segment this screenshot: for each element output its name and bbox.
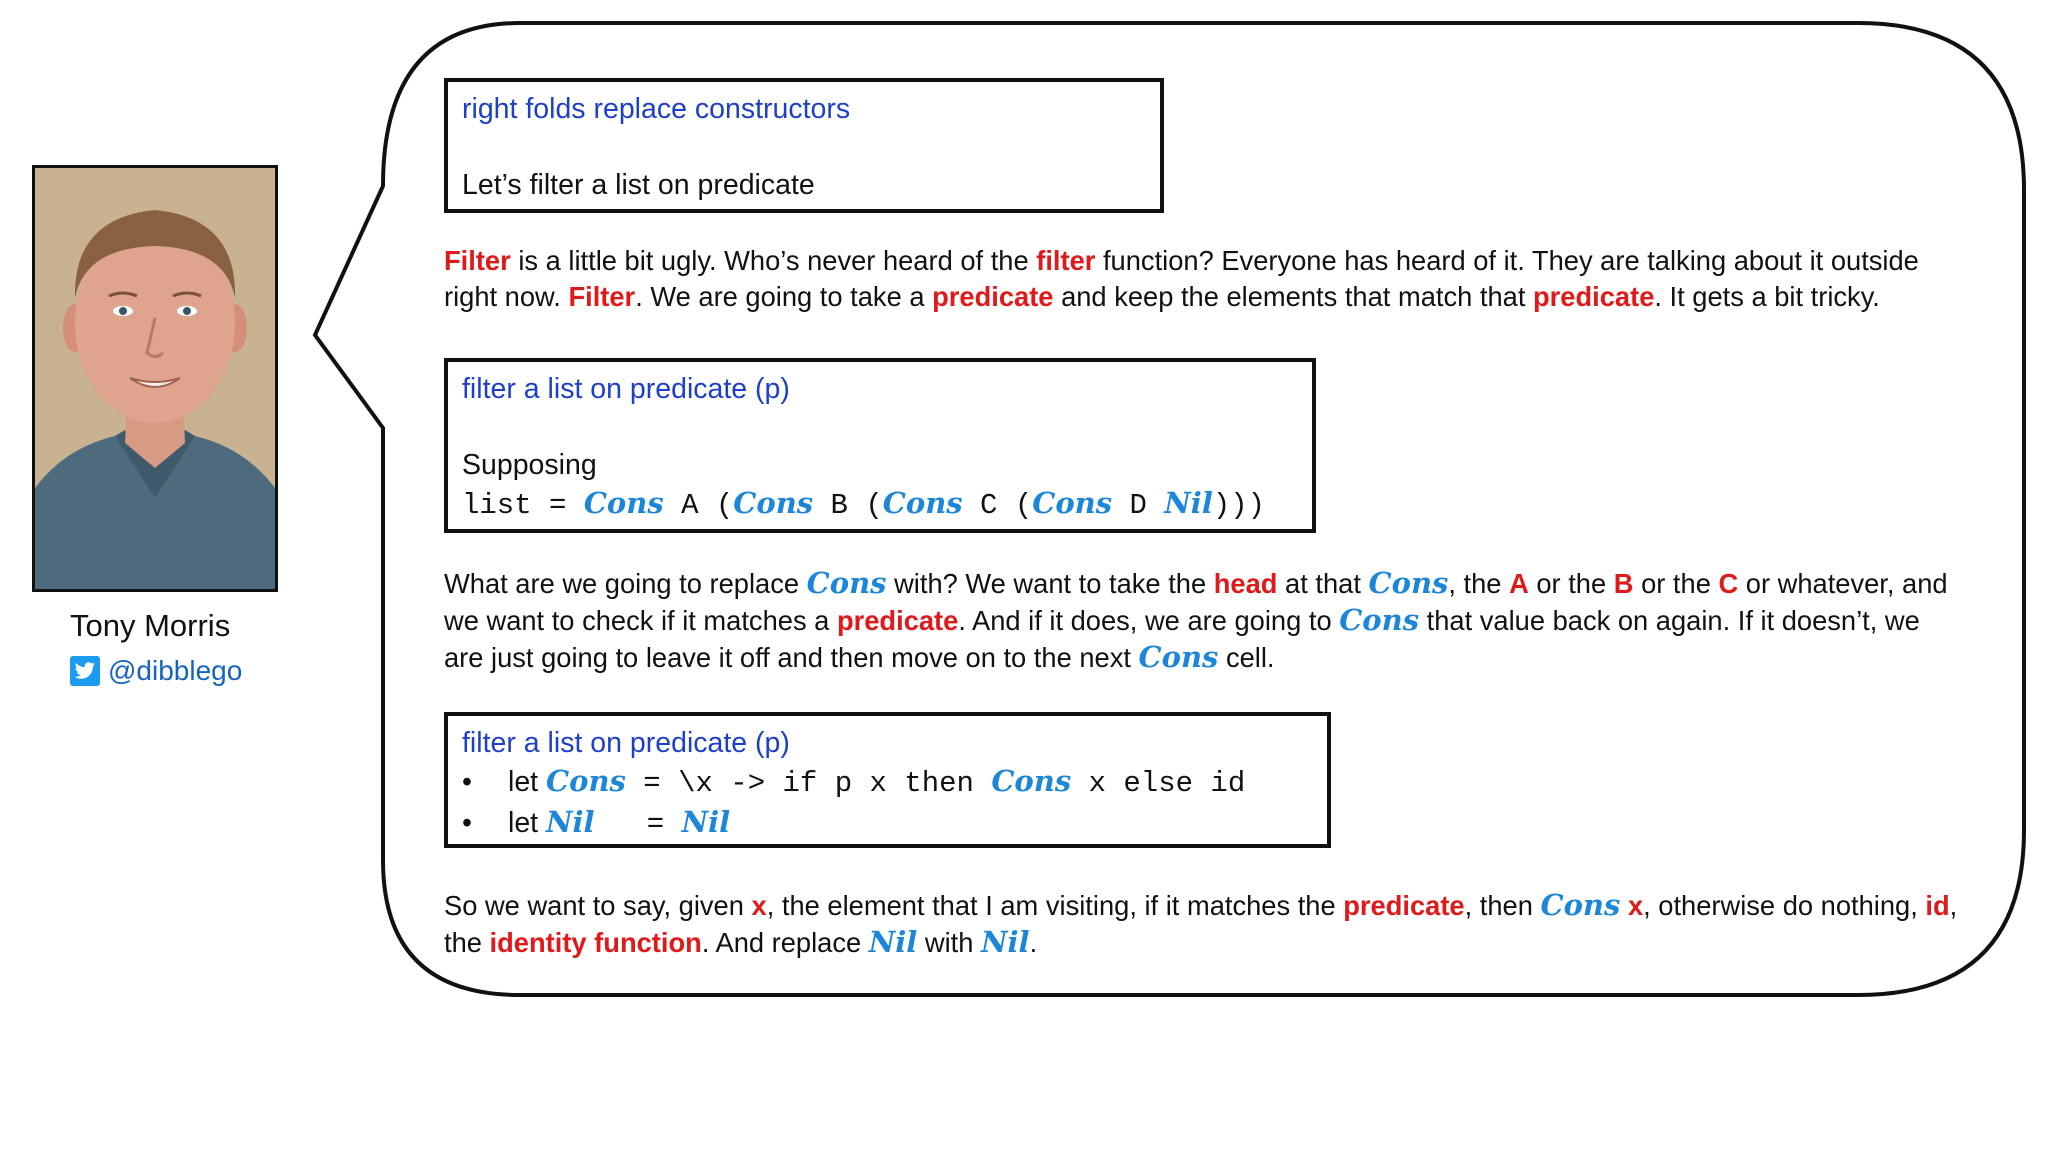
text-run: , the <box>444 890 1958 958</box>
paragraph-replace-cons <box>444 565 1964 676</box>
highlight: predicate <box>1343 890 1465 921</box>
keyword: Nil <box>1164 486 1213 520</box>
bullet: • <box>462 766 472 798</box>
box-text: Let’s filter a list on predicate <box>462 169 815 201</box>
text-run: What are we going to replace <box>444 568 807 599</box>
keyword: Nil <box>681 805 731 839</box>
highlight: identity function <box>489 927 702 958</box>
highlight: x <box>751 890 767 921</box>
twitter-handle-text: @dibblego <box>108 655 243 686</box>
text-run: is a little bit ugly. Who’s never heard of the <box>510 245 1037 276</box>
keyword: Nil <box>981 925 1030 959</box>
keyword: Cons <box>882 486 963 520</box>
text-run: function? Everyone has heard of it. They are talking about it outside right now. <box>444 245 1919 312</box>
twitter-icon <box>70 656 100 686</box>
highlight: x <box>1627 890 1644 921</box>
keyword: Cons <box>1032 486 1113 520</box>
filter-definition-box <box>444 712 1331 848</box>
code: B ( <box>813 489 883 522</box>
highlight: Filter <box>444 245 511 276</box>
text-run: and keep the elements that match that <box>1053 281 1533 312</box>
highlight: head <box>1213 568 1278 599</box>
keyword: Cons <box>1138 640 1219 674</box>
text-run: . <box>1029 927 1038 958</box>
keyword: Cons <box>546 764 626 798</box>
text-run: . And replace <box>701 927 869 958</box>
text-run: at that <box>1277 568 1369 599</box>
let-keyword: let <box>508 766 547 798</box>
supposing-label: Supposing <box>462 449 597 481</box>
text-run <box>1620 890 1628 921</box>
text-run: . It gets a bit tricky. <box>1654 281 1880 312</box>
keyword: Nil <box>546 805 595 839</box>
list-code-line <box>462 484 1298 525</box>
code: A ( <box>663 489 734 522</box>
highlight: predicate <box>836 605 959 636</box>
highlight: id <box>1925 890 1950 921</box>
text-run: cell. <box>1218 642 1275 673</box>
text-run: or the <box>1633 568 1719 599</box>
highlight: filter <box>1036 245 1096 276</box>
highlight: A <box>1509 568 1529 599</box>
text-run: or the <box>1528 568 1614 599</box>
text-run: with <box>917 927 982 958</box>
speaker-photo <box>32 165 278 592</box>
text-run: , the <box>1448 568 1510 599</box>
definition-line-cons <box>462 762 1313 803</box>
text-run: . And if it does, we are going to <box>958 605 1340 636</box>
speaker-name: Tony Morris <box>70 608 231 643</box>
bullet: • <box>462 807 472 839</box>
let-keyword: let <box>508 807 547 839</box>
heading-box <box>444 78 1164 213</box>
text-run: that value back on again. If it doesn’t, we are just going to leave it off and then move on to the next <box>444 605 1920 673</box>
code: = \x -> if p x then <box>625 767 992 800</box>
highlight: C <box>1718 568 1739 599</box>
text-run: with? We want to take the <box>886 568 1214 599</box>
code: D <box>1112 489 1165 522</box>
supposing-box <box>444 358 1316 533</box>
twitter-handle-link[interactable] <box>70 655 242 687</box>
text-run: , the element that I am visiting, if it matches the <box>766 890 1344 921</box>
highlight: Filter <box>568 281 636 312</box>
text-run: or whatever, and we want to check if it matches a <box>444 568 1948 636</box>
highlight: predicate <box>932 281 1054 312</box>
box-title: right folds replace constructors <box>462 93 851 125</box>
keyword: Cons <box>1368 566 1449 600</box>
code: ))) <box>1212 489 1266 522</box>
code: list = <box>462 489 584 522</box>
text-run: , then <box>1464 890 1541 921</box>
highlight: predicate <box>1533 281 1655 312</box>
keyword: Cons <box>991 764 1072 798</box>
keyword: Cons <box>583 486 664 520</box>
text-run: . We are going to take a <box>635 281 933 312</box>
keyword: Cons <box>1339 603 1420 637</box>
keyword: Cons <box>806 566 887 600</box>
code: = <box>594 808 682 841</box>
definition-line-nil <box>462 803 1313 844</box>
keyword: Cons <box>733 486 814 520</box>
keyword: Cons <box>1540 888 1621 922</box>
text-run: , otherwise do nothing, <box>1643 890 1926 921</box>
paragraph-given-x <box>444 887 1964 961</box>
highlight: B <box>1613 568 1634 599</box>
box-title: filter a list on predicate (p) <box>462 373 790 405</box>
code: C ( <box>962 489 1033 522</box>
text-run: So we want to say, given <box>444 890 752 921</box>
keyword: Nil <box>868 925 918 959</box>
paragraph-filter-intro <box>444 243 1964 315</box>
code: x else id <box>1071 767 1246 800</box>
box-title: filter a list on predicate (p) <box>462 727 790 759</box>
